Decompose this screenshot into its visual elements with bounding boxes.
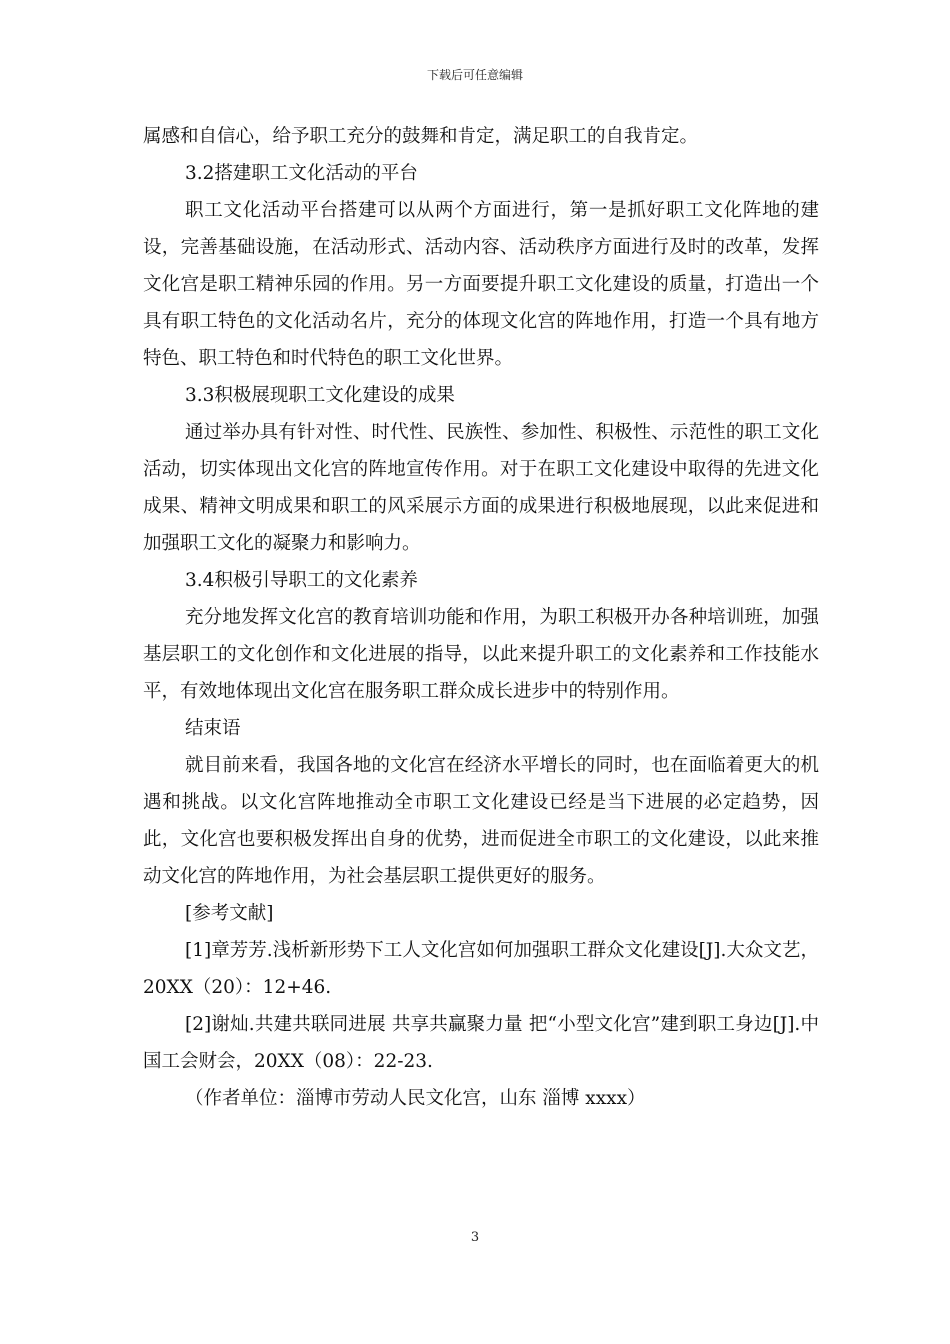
paragraph-continuation: 属感和自信心，给予职工充分的鼓舞和肯定，满足职工的自我肯定。: [143, 126, 699, 147]
section-heading-3-4: 3.4积极引导职工的文化素养: [185, 570, 418, 591]
author-affiliation: （作者单位：淄博市劳动人民文化宫，山东 淄博 xxxx）: [185, 1088, 646, 1109]
document-body: [143, 118, 819, 1117]
section-heading-3-3: 3.3积极展现职工文化建设的成果: [185, 385, 455, 406]
paragraph-3-4: 充分地发挥文化宫的教育培训功能和作用，为职工积极开办各种培训班，加强基层职工的文化创作和文化进展的指导，以此来提升职工的文化素养和工作技能水平，有效地体现出文化宫在服务职工群众成长进步中的特别作用。: [143, 607, 819, 702]
header-note: 下载后可任意编辑: [426, 68, 523, 82]
paragraph-3-3: 通过举办具有针对性、时代性、民族性、参加性、积极性、示范性的职工文化活动，切实体现出文化宫的阵地宣传作用。对于在职工文化建设中取得的先进文化成果、精神文明成果和职工的风采展示方面的成果进行积极地展现，以此来促进和加强职工文化的凝聚力和影响力。: [143, 422, 819, 554]
page-number: 3: [470, 1230, 480, 1245]
section-heading-3-2: 3.2搭建职工文化活动的平台: [185, 163, 418, 184]
conclusion-heading: 结束语: [185, 718, 241, 739]
paragraph-3-2: 职工文化活动平台搭建可以从两个方面进行，第一是抓好职工文化阵地的建设，完善基础设施，在活动形式、活动内容、活动秩序方面进行及时的改革，发挥文化宫是职工精神乐园的作用。另一方面要提升职工文化建设的质量，打造出一个具有职工特色的文化活动名片，充分的体现文化宫的阵地作用，打造一个具有地方特色、职工特色和时代特色的职工文化世界。: [143, 200, 819, 369]
reference-item-1: [1]章芳芳.浅析新形势下工人文化宫如何加强职工群众文化建设[J].大众文艺，20XX（20）：12+46.: [143, 940, 819, 998]
references-heading: [参考文献]: [185, 903, 274, 924]
reference-item-2: [2]谢灿.共建共联同进展 共享共赢聚力量 把“小型文化宫”建到职工身边[J].中国工会财会，20XX（08）：22-23.: [143, 1014, 819, 1072]
conclusion-paragraph: 就目前来看，我国各地的文化宫在经济水平增长的同时，也在面临着更大的机遇和挑战。以文化宫阵地推动全市职工文化建设已经是当下进展的必定趋势，因此，文化宫也要积极发挥出自身的优势，进而促进全市职工的文化建设，以此来推动文化宫的阵地作用，为社会基层职工提供更好的服务。: [143, 755, 819, 887]
